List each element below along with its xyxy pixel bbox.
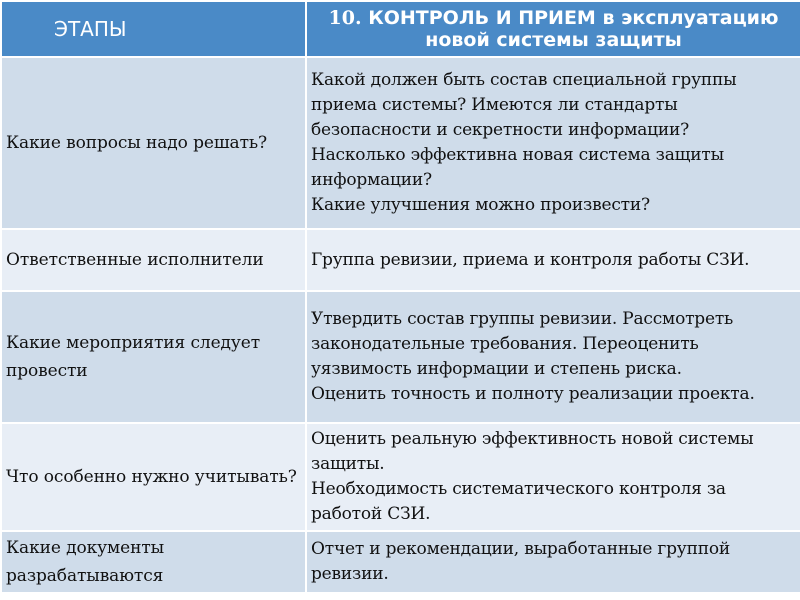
row-content <box>306 57 800 229</box>
row-content <box>306 531 800 593</box>
row-content <box>306 229 800 291</box>
header-stages: ЭТАПЫ <box>1 1 306 57</box>
table-row <box>1 291 800 423</box>
content-line: Какой должен быть состав специальной группы приема системы? Имеются ли стандарты безопасности и секретности информации? <box>311 70 737 140</box>
content-line: Необходимость систематического контроля за работой СЗИ. <box>311 479 726 524</box>
header-stage-title <box>306 1 800 57</box>
content-line: Отчет и рекомендации, выработанные группой ревизии. <box>311 539 731 584</box>
content-line: Группа ревизии, приема и контроля работы СЗИ. <box>311 249 750 270</box>
table-header-row <box>1 1 800 57</box>
row-label: Какие документы разрабатываются <box>1 531 306 593</box>
row-label: Какие вопросы надо решать? <box>1 57 306 229</box>
row-content <box>306 423 800 531</box>
content-line: Утвердить состав группы ревизии. Рассмотреть законодательные требования. Переоценить уязвимость информации и степень риска. <box>311 309 734 379</box>
content-line: Насколько эффективна новая система защиты информации? <box>311 145 724 190</box>
header-stage-number: 10. <box>328 7 362 29</box>
table-row <box>1 531 800 593</box>
table-row <box>1 423 800 531</box>
row-content <box>306 291 800 423</box>
content-line: Оценить точность и полноту реализации проекта. <box>311 384 755 404</box>
header-stage-text: КОНТРОЛЬ И ПРИЕМ в эксплуатацию новой системы защиты <box>368 7 779 51</box>
table-row <box>1 57 800 229</box>
content-line: Оценить реальную эффективность новой системы защиты. <box>311 429 754 474</box>
spacer-cell <box>1 593 306 600</box>
row-label: Ответственные исполнители <box>1 229 306 291</box>
spacer-row <box>1 593 800 600</box>
table-row <box>1 229 800 291</box>
row-label: Что особенно нужно учитывать? <box>1 423 306 531</box>
row-label: Какие мероприятия следует провести <box>1 291 306 423</box>
spacer-cell <box>306 593 800 600</box>
content-line: Какие улучшения можно произвести? <box>311 195 650 215</box>
